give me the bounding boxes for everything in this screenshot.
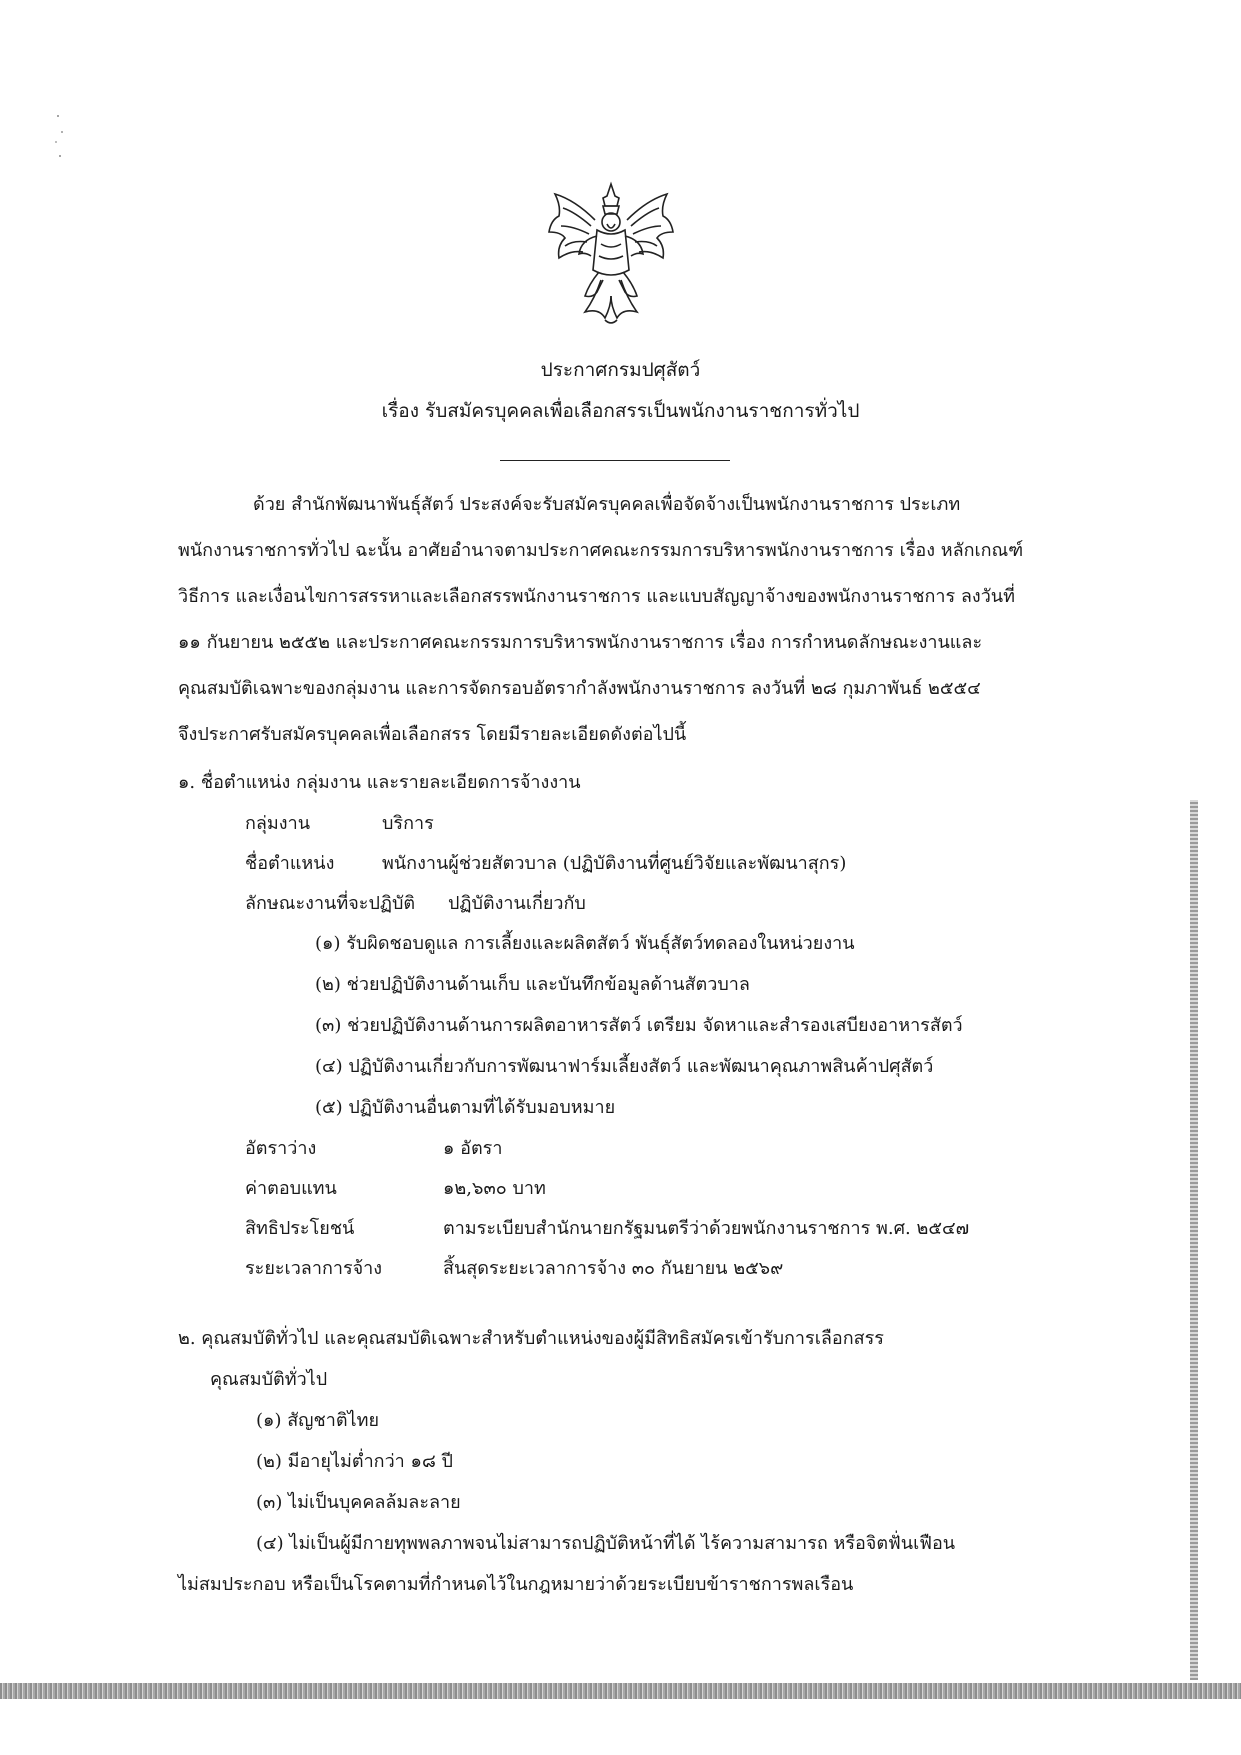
qualification-item: (๑) สัญชาติไทย (256, 1410, 379, 1431)
duty-item: (๒) ช่วยปฏิบัติงานด้านเก็บ และบันทึกข้อมูลด้านสัตวบาล (315, 974, 750, 995)
title-divider (500, 460, 730, 461)
intro-line: คุณสมบัติเฉพาะของกลุ่มงาน และการจัดกรอบอัตรากำลังพนักงานราชการ ลงวันที่ ๒๘ กุมภาพันธ์ ๒๕๕๔ (178, 678, 981, 699)
position-label: ชื่อตำแหน่ง (245, 853, 335, 874)
scan-speckle (52, 112, 72, 162)
intro-line: ๑๑ กันยายน ๒๕๕๒ และประกาศคณะกรรมการบริหารพนักงานราชการ เรื่อง การกำหนดลักษณะงานและ (178, 632, 983, 653)
qualification-continuation: ไม่สมประกอบ หรือเป็นโรคตามที่กำหนดไว้ในกฎหมายว่าด้วยระเบียบข้าราชการพลเรือน (178, 1574, 854, 1595)
pay-value: ๑๒,๖๓๐ บาท (443, 1178, 546, 1199)
section-2-heading: ๒. คุณสมบัติทั่วไป และคุณสมบัติเฉพาะสำหรับตำแหน่งของผู้มีสิทธิสมัครเข้ารับการเลือกสรร (178, 1328, 884, 1349)
vacancy-value: ๑ อัตรา (443, 1138, 503, 1159)
intro-line: พนักงานราชการทั่วไป ฉะนั้น อาศัยอำนาจตามประกาศคณะกรรมการบริหารพนักงานราชการ เรื่อง หลักเกณฑ์ (178, 540, 1024, 561)
qualification-item: (๒) มีอายุไม่ต่ำกว่า ๑๘ ปี (256, 1451, 453, 1472)
group-label: กลุ่มงาน (245, 813, 310, 834)
intro-line: จึงประกาศรับสมัครบุคคลเพื่อเลือกสรร โดยมีรายละเอียดดังต่อไปนี้ (178, 724, 687, 745)
position-value: พนักงานผู้ช่วยสัตวบาล (ปฏิบัติงานที่ศูนย์วิจัยและพัฒนาสุกร) (382, 853, 847, 874)
duty-item: (๓) ช่วยปฏิบัติงานด้านการผลิตอาหารสัตว์ เตรียม จัดหาและสำรองเสบียงอาหารสัตว์ (315, 1015, 963, 1036)
announcement-subject: เรื่อง รับสมัครบุคคลเพื่อเลือกสรรเป็นพนักงานราชการทั่วไป (381, 400, 860, 422)
intro-line: ด้วย สำนักพัฒนาพันธุ์สัตว์ ประสงค์จะรับสมัครบุคคลเพื่อจัดจ้างเป็นพนักงานราชการ ประเภท (253, 494, 961, 515)
duty-item: (๑) รับผิดชอบดูแล การเลี้ยงและผลิตสัตว์ พันธุ์สัตว์ทดลองในหน่วยงาน (315, 933, 855, 954)
duty-item: (๔) ปฏิบัติงานเกี่ยวกับการพัฒนาฟาร์มเลี้ยงสัตว์ และพัฒนาคุณภาพสินค้าปศุสัตว์ (315, 1056, 934, 1077)
intro-line: วิธีการ และเงื่อนไขการสรรหาและเลือกสรรพนักงานราชการ และแบบสัญญาจ้างของพนักงานราชการ ลงวันที่ (178, 586, 1015, 607)
general-qualifications-heading: คุณสมบัติทั่วไป (210, 1369, 328, 1390)
scan-edge-bottom (0, 1683, 1241, 1699)
benefit-label: สิทธิประโยชน์ (245, 1218, 355, 1239)
announcement-issuer: ประกาศกรมปศุสัตว์ (540, 359, 701, 381)
benefit-value: ตามระเบียบสำนักนายกรัฐมนตรีว่าด้วยพนักงานราชการ พ.ศ. ๒๕๔๗ (443, 1218, 970, 1239)
qualification-item: (๔) ไม่เป็นผู้มีกายทุพพลภาพจนไม่สามารถปฏิบัติหน้าที่ได้ ไร้ความสามารถ หรือจิตฟั่นเฟือน (256, 1533, 956, 1554)
group-value: บริการ (382, 813, 434, 834)
qualification-item: (๓) ไม่เป็นบุคคลล้มละลาย (256, 1492, 461, 1513)
term-value: สิ้นสุดระยะเวลาการจ้าง ๓๐ กันยายน ๒๕๖๙ (443, 1258, 784, 1279)
duties-label: ลักษณะงานที่จะปฏิบัติ (245, 893, 416, 914)
section-1-heading: ๑. ชื่อตำแหน่ง กลุ่มงาน และรายละเอียดการจ้างงาน (178, 772, 581, 793)
duty-item: (๕) ปฏิบัติงานอื่นตามที่ได้รับมอบหมาย (315, 1097, 616, 1118)
vacancy-label: อัตราว่าง (245, 1138, 317, 1159)
duties-value: ปฏิบัติงานเกี่ยวกับ (448, 893, 586, 914)
scan-edge-right (1190, 800, 1198, 1680)
garuda-emblem-icon (545, 180, 677, 328)
term-label: ระยะเวลาการจ้าง (245, 1258, 383, 1279)
pay-label: ค่าตอบแทน (245, 1178, 337, 1199)
